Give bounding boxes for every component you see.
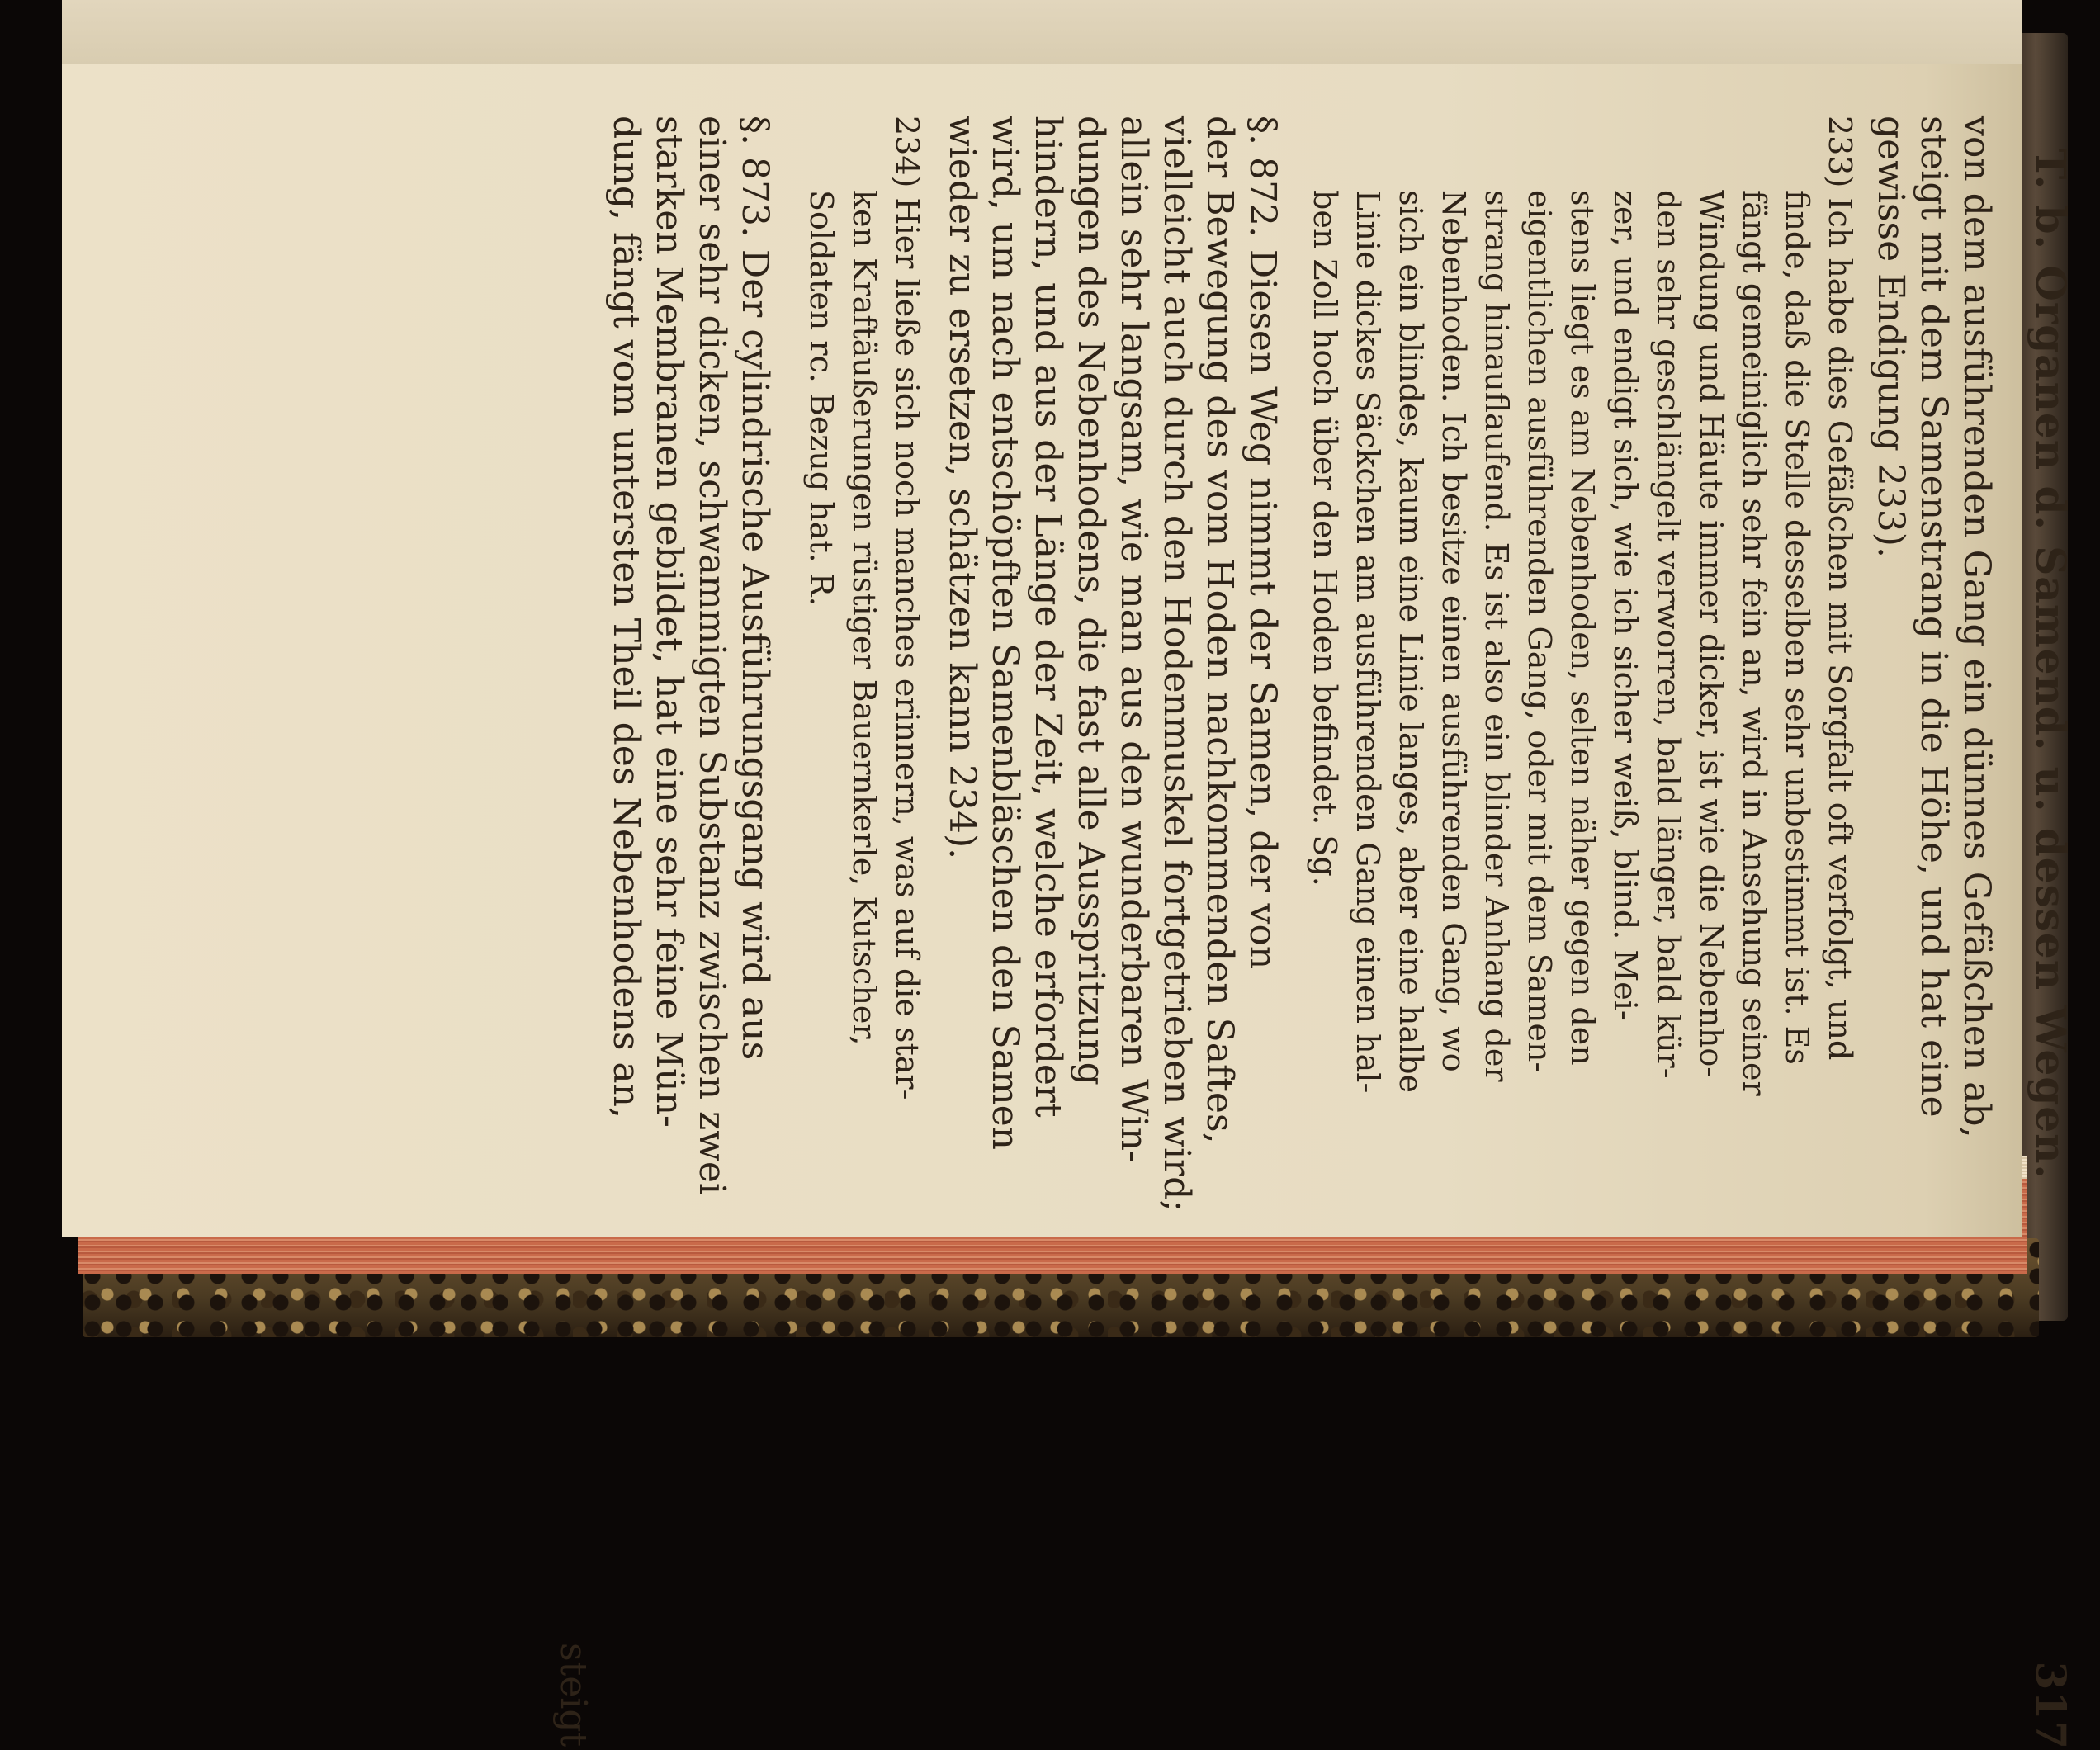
text-line: gewisse Endigung 233). <box>1870 116 1912 558</box>
opening-paragraph <box>1869 116 1998 1750</box>
footnote-line: sich ein blindes, kaum eine Linie langes, aber eine halbe <box>1393 190 1429 1094</box>
text-line: einer sehr dicken, schwammigten Substanz zwischen zwei <box>691 116 733 1195</box>
footnote-line: 233) Ich habe dies Gefäßchen mit Sorgfalt oft verfolgt, und <box>1822 116 1858 1061</box>
text-line: steigt mit dem Samenstrang in die Höhe, und hat eine <box>1913 116 1955 1118</box>
running-title: T. b. Organen d. Samend. u. dessen Wegen. <box>2027 149 2075 1180</box>
previous-page-sliver <box>62 0 2022 68</box>
footnote-234 <box>800 116 929 1750</box>
text-line: allein sehr langsam, wie man aus den wunderbaren Win- <box>1113 116 1155 1163</box>
footnote-line: Nebenhoden. Ich besitze einen ausführenden Gang, wo <box>1435 190 1472 1072</box>
footnote-line: fängt gemeiniglich sehr fein an, wird in Ansehung seiner <box>1736 190 1772 1096</box>
footnote-line: 234) Hier ließe sich noch manches erinnern, was auf die star- <box>889 116 925 1100</box>
footnote-line: Linie dickes Säckchen am ausführenden Gang einen hal- <box>1350 190 1386 1094</box>
page-header <box>2022 116 2075 1750</box>
catchword: steigt <box>552 1643 594 1748</box>
footnote-line: Soldaten rc. Bezug hat. R. <box>803 190 840 607</box>
text-line: wieder zu ersetzen, schätzen kann 234). <box>941 116 983 860</box>
text-line: starken Membranen gebildet, hat eine sehr feine Mün- <box>648 116 690 1128</box>
footnote-line: eigentlichen ausführenden Gang, oder mit dem Samen- <box>1521 190 1558 1073</box>
footnote-line: zer, und endigt sich, wie ich sicher weiß, blind. Mei- <box>1607 190 1644 1021</box>
footnote-line: finde, daß die Stelle desselben sehr unbestimmt ist. Es <box>1779 190 1815 1065</box>
footnote-line: den sehr geschlängelt verworren, bald länger, bald kür- <box>1650 190 1686 1079</box>
text-line: von dem ausführenden Gang ein dünnes Gefäßchen ab, <box>1956 116 1998 1138</box>
footnote-line: ben Zoll hoch über den Hoden befindet. Sg. <box>1307 190 1343 887</box>
text-line: wird, um nach entschöpften Samenbläschen den Samen <box>984 116 1026 1150</box>
footnote-line: ken Kraftäußerungen rüstiger Bauernkerle, Kutscher, <box>846 190 882 1046</box>
text-line: der Bewegung des vom Hoden nachkommenden Saftes, <box>1199 116 1241 1144</box>
text-line: §. 872. Diesen Weg nimmt der Samen, der von <box>1242 116 1284 970</box>
section-872 <box>940 116 1284 1750</box>
footnote-line: Windung und Häute immer dicker, ist wie die Nebenho- <box>1693 190 1729 1078</box>
section-873 <box>604 116 776 1750</box>
text-line: §. 873. Der cylindrische Ausführungsgang wird aus <box>734 116 776 1061</box>
text-line: dungen des Nebenhodens, die fast alle Ausspritzung <box>1070 116 1112 1085</box>
footnote-line: stens liegt es am Nebenhoden, selten näher gegen den <box>1564 190 1601 1066</box>
text-line: hindern, und aus der Länge der Zeit, welche erfordert <box>1027 116 1069 1118</box>
text-line: dung, fängt vom untersten Theil des Nebenhodens an, <box>605 116 647 1119</box>
page-text-rotated <box>404 116 2075 1750</box>
text-line: vielleicht auch durch den Hodenmuskel fortgetrieben wird; <box>1156 116 1198 1213</box>
footnote-233 <box>1303 116 1861 1750</box>
page-number: 317 <box>2027 1661 2075 1750</box>
footnote-line: strang hinauflaufend. Es ist also ein blinder Anhang der <box>1478 190 1515 1082</box>
